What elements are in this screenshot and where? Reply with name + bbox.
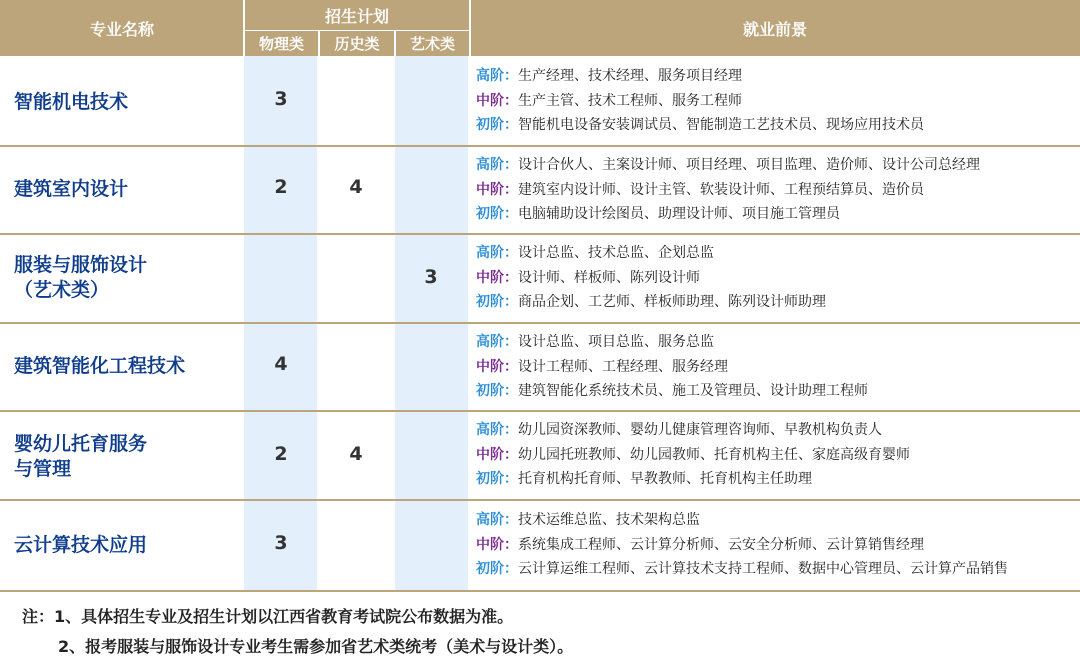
table-row [0, 235, 1080, 322]
career-low: 初阶：托育机构托育师、早教教师、托育机构主任助理 [476, 471, 812, 487]
major-name: 云计算技术应用 [14, 534, 148, 556]
career-mid: 中阶：设计工程师、工程经理、服务经理 [476, 358, 728, 375]
table-row [0, 56, 1080, 145]
major-name: 智能机电技术 [14, 91, 129, 113]
history-count: 4 [349, 443, 363, 465]
career-list [476, 64, 924, 138]
career-high: 高阶：生产经理、技术经理、服务项目经理 [476, 68, 742, 84]
physics-count: 4 [274, 353, 288, 375]
major-name: 服装与服饰设计 （艺术类） [14, 254, 148, 301]
career-high: 高阶：设计总监、项目总监、服务总监 [476, 334, 714, 350]
career-high: 高阶：技术运维总监、技术架构总监 [476, 512, 700, 528]
table-row [0, 501, 1080, 590]
career-low: 初阶：云计算运维工程师、云计算技术支持工程师、数据中心管理员、云计算产品销售 [476, 561, 1008, 577]
header-vline [243, 0, 245, 56]
header-plan: 招生计划 [244, 0, 470, 30]
note-line-2: 2、报考服装与服饰设计专业考生需参加省艺术类统考（美术与设计类）。 [58, 637, 574, 656]
physics-count: 2 [274, 443, 288, 465]
table-row [0, 147, 1080, 233]
major-name: 建筑室内设计 [14, 178, 129, 200]
career-mid: 中阶：系统集成工程师、云计算分析师、云安全分析师、云计算销售经理 [476, 536, 924, 553]
career-high: 高阶：设计总监、技术总监、企划总监 [476, 245, 714, 261]
career-mid: 中阶：设计师、样板师、陈列设计师 [476, 269, 700, 286]
header-major: 专业名称 [0, 0, 244, 56]
physics-count: 3 [274, 88, 288, 110]
header-physics: 物理类 [244, 30, 319, 56]
career-list [476, 241, 826, 315]
physics-count: 3 [274, 532, 288, 554]
career-list [476, 153, 980, 227]
physics-count: 2 [274, 176, 288, 198]
history-count: 4 [349, 176, 363, 198]
career-list [476, 508, 1008, 582]
major-name: 婴幼儿托育服务 与管理 [14, 433, 148, 480]
header-vline [318, 30, 320, 56]
career-mid: 中阶：幼儿园托班教师、幼儿园教师、托育机构主任、家庭高级育婴师 [476, 446, 910, 463]
career-mid: 中阶：建筑室内设计师、设计主管、软装设计师、工程预结算员、造价员 [476, 181, 924, 198]
career-low: 初阶：电脑辅助设计绘图员、助理设计师、项目施工管理员 [476, 206, 840, 222]
header-vline [469, 0, 471, 56]
header-career: 就业前景 [470, 0, 1080, 56]
career-list [476, 418, 910, 492]
career-low: 初阶：智能机电设备安装调试员、智能制造工艺技术员、现场应用技术员 [476, 117, 924, 133]
header-divider [244, 30, 470, 31]
header-vline [394, 30, 396, 56]
note-line-1: 注：1、具体招生专业及招生计划以江西省教育考试院公布数据为准。 [22, 607, 514, 626]
career-high: 高阶：幼儿园资深教师、婴幼儿健康管理咨询师、早教机构负责人 [476, 422, 882, 438]
major-name: 建筑智能化工程技术 [14, 355, 186, 377]
career-high: 高阶：设计合伙人、主案设计师、项目经理、项目监理、造价师、设计公司总经理 [476, 157, 980, 173]
career-list [476, 330, 868, 404]
career-low: 初阶：建筑智能化系统技术员、施工及管理员、设计助理工程师 [476, 383, 868, 399]
career-low: 初阶：商品企划、工艺师、样板师助理、陈列设计师助理 [476, 294, 826, 310]
art-count: 3 [424, 266, 438, 288]
header-art: 艺术类 [395, 30, 470, 56]
header-history: 历史类 [319, 30, 395, 56]
row-separator [0, 590, 1080, 592]
career-mid: 中阶：生产主管、技术工程师、服务工程师 [476, 92, 742, 109]
table-row [0, 412, 1080, 499]
table-row [0, 324, 1080, 410]
